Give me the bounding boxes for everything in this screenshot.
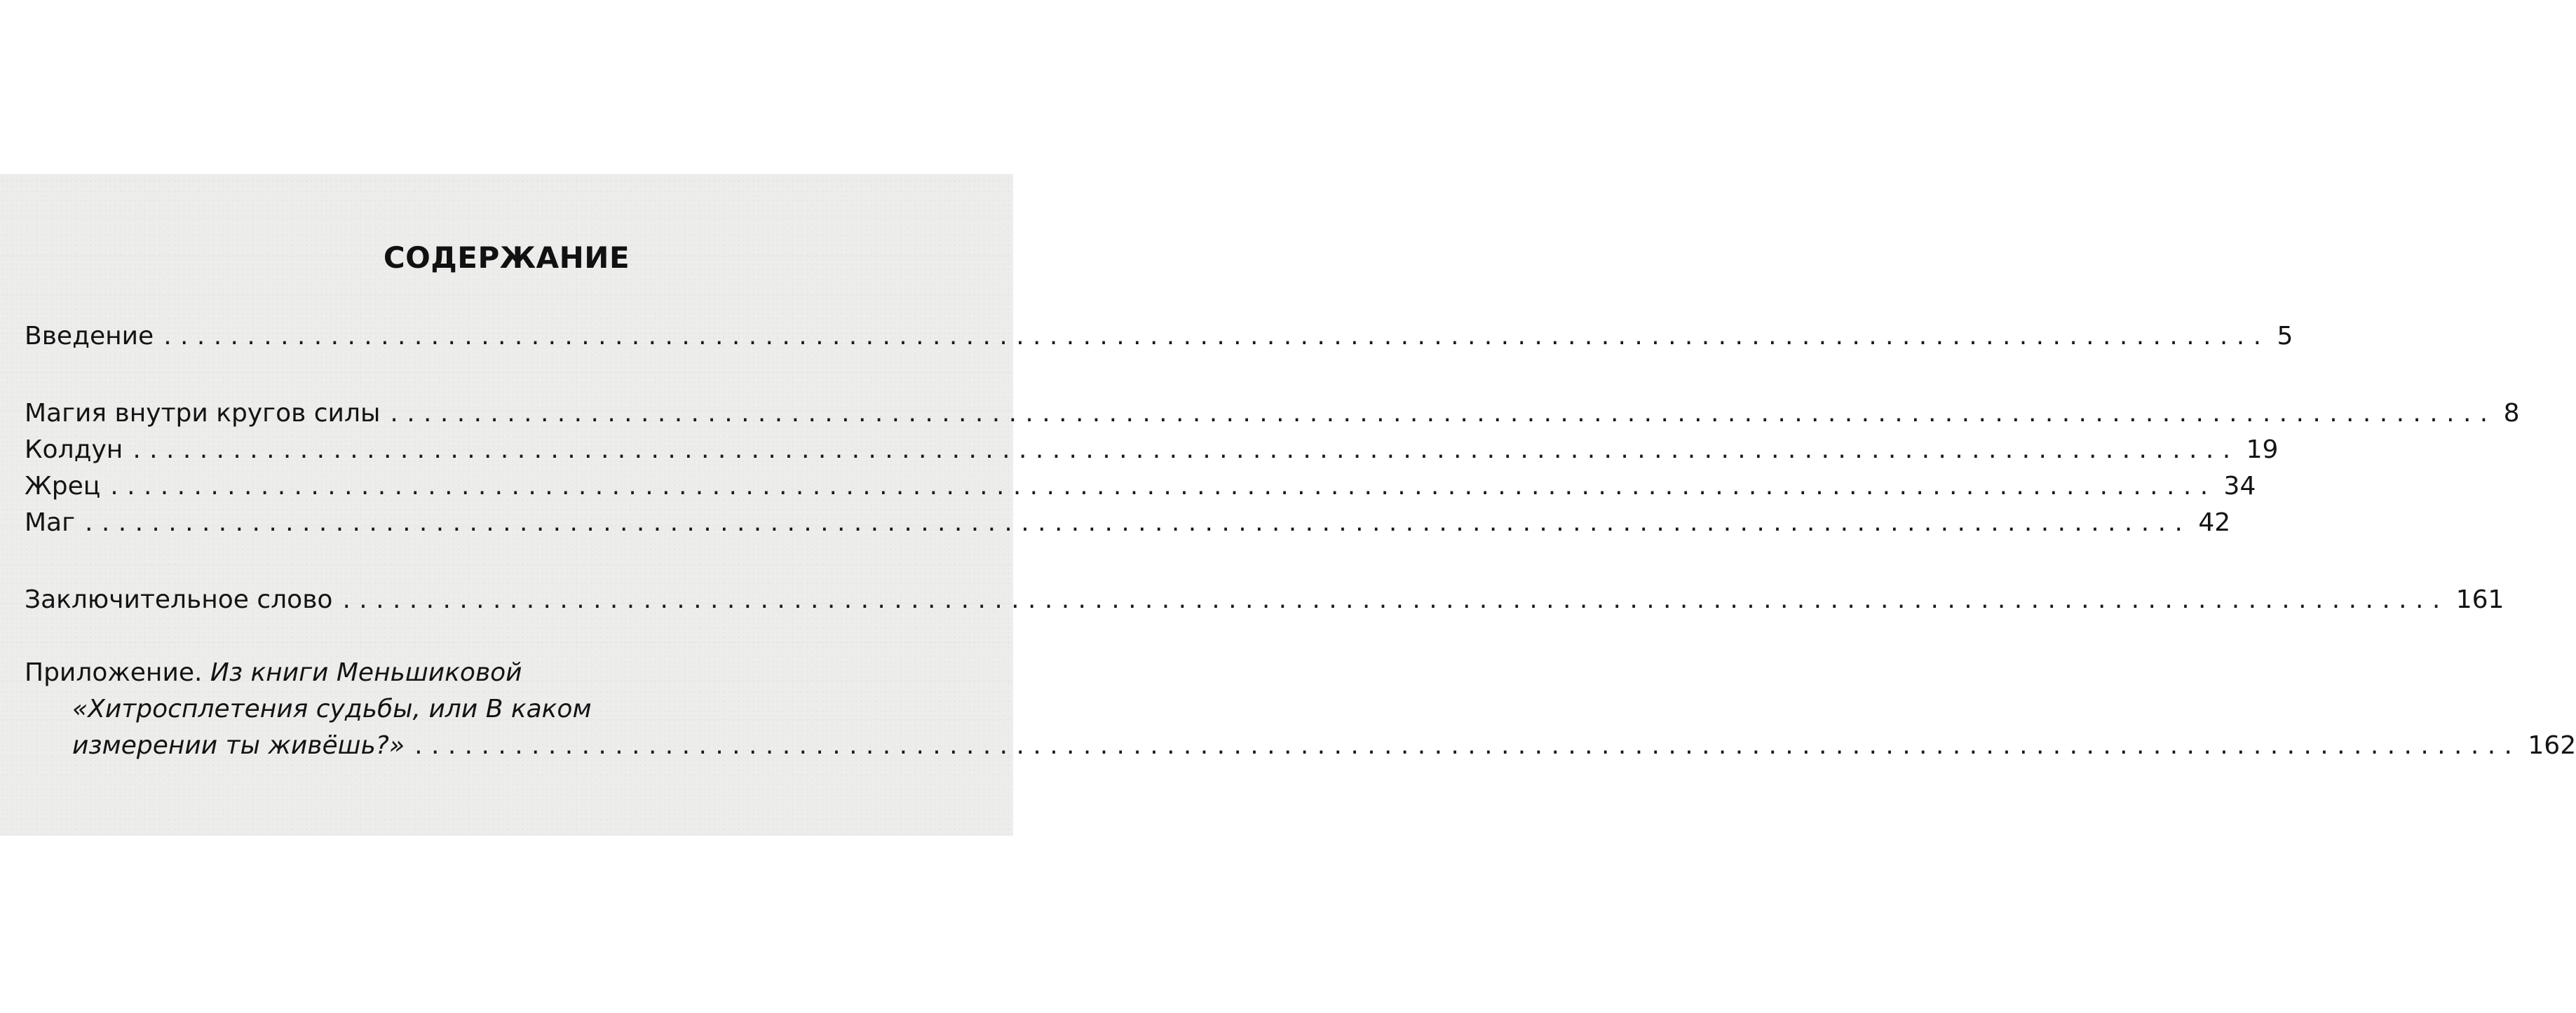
- toc-entry-label: Маг: [25, 508, 76, 537]
- toc-leader-dots: ..............................................................................................................................: [85, 508, 2192, 537]
- toc-leader-dots: ..............................................................................................................................: [133, 435, 2239, 464]
- toc-entry-label: Заключительное слово: [25, 585, 333, 614]
- toc-appendix-label: Приложение.: [25, 658, 203, 687]
- toc-entry-magic-circles: [25, 398, 2520, 429]
- toc-entry-label: Колдун: [25, 435, 123, 464]
- toc-entry-label: Магия внутри кругов силы: [25, 399, 381, 428]
- toc-appendix-line-1: [25, 658, 522, 688]
- toc-entry-page: 161: [2455, 585, 2504, 614]
- toc-leader-dots: ..............................................................................................................................: [414, 731, 2521, 760]
- toc-entry-page: 34: [2223, 472, 2256, 501]
- toc-entry-sorcerer: [25, 435, 2279, 465]
- toc-leader-dots: ..............................................................................................................................: [390, 399, 2497, 428]
- toc-entry-page: 19: [2246, 435, 2279, 464]
- toc-entry-page: 42: [2198, 508, 2231, 537]
- toc-leader-dots: ..............................................................................................................................: [110, 472, 2217, 501]
- page-title: СОДЕРЖАНИЕ: [383, 240, 630, 275]
- toc-entry-page: 5: [2277, 322, 2293, 351]
- toc-entry-label: Введение: [25, 322, 154, 351]
- toc-entry-label: Жрец: [25, 472, 101, 501]
- toc-leader-dots: ..............................................................................................................................: [342, 585, 2449, 614]
- book-page: [0, 174, 2576, 836]
- toc-entry-introduction: [25, 321, 2293, 352]
- toc-appendix-title-part-1: Из книги Меньшиковой: [210, 658, 522, 687]
- toc-entry-page: 8: [2503, 399, 2520, 428]
- toc-entry-conclusion: [25, 585, 2504, 616]
- toc-entry-priest: [25, 471, 2256, 502]
- toc-entry-mage: [25, 508, 2231, 538]
- toc-leader-dots: ..............................................................................................................................: [163, 322, 2270, 351]
- toc-appendix-title-part-3: измерении ты живёшь?»: [72, 731, 405, 760]
- toc-appendix-line-3: [72, 730, 2576, 761]
- toc-entry-page: 162: [2528, 731, 2576, 760]
- toc-appendix-line-2: «Хитросплетения судьбы, или В каком: [72, 695, 592, 723]
